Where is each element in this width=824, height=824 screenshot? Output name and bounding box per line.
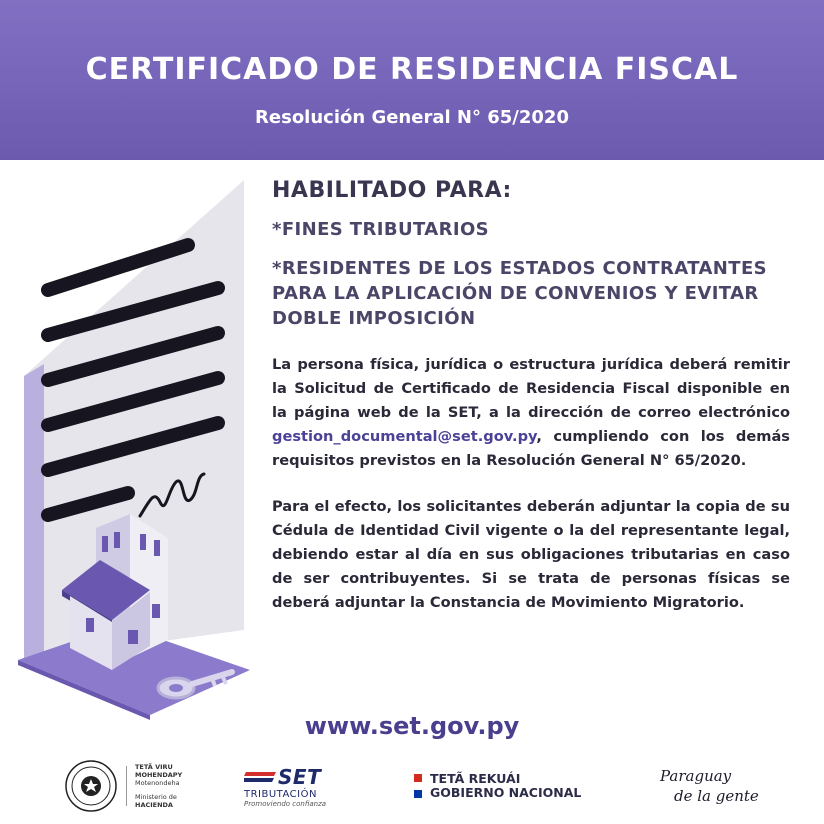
set-logo — [244, 756, 326, 816]
paragraph-solicitud — [272, 353, 790, 473]
paraguay-flag-icon — [414, 774, 422, 798]
email-link[interactable]: gestion_documental@set.gov.py — [272, 428, 537, 445]
item-residentes: *RESIDENTES DE LOS ESTADOS CONTRATANTES PARA LA APLICACIÓN DE CONVENIOS Y EVITAR DOBLE IMPOSICIÓN — [272, 258, 768, 329]
paragraph-requisitos: Para el efecto, los solicitantes deberán adjuntar la copia de su Cédula de Identidad Civil vigente o la del representante legal, debiendo estar al día en sus obligaciones tributarias en caso de ser contribuyentes. Si se trata de personas físicas se deberá adjuntar la Constancia de Movimiento Migratorio. — [272, 498, 790, 611]
ministry-line3: Motenondeha — [135, 779, 180, 787]
content-heading: HABILITADO PARA: — [272, 178, 512, 203]
header-banner — [0, 0, 824, 160]
item-fines-tributarios: *FINES TRIBUTARIOS — [272, 219, 490, 240]
ministry-line1: TETÃ VIRU — [135, 763, 173, 771]
ministry-line2: MOHENDAPY — [135, 771, 183, 779]
set-tagline: Promoviendo confianza — [244, 799, 327, 808]
set-logo-icon — [244, 769, 278, 785]
paragraph-text: La persona física, jurídica o estructura jurídica deberá remitir la Solicitud de Certificado de Residencia Fiscal disponible en la página web de la SET, a la dirección de correo electrónico — [272, 356, 790, 421]
website-link[interactable]: www.set.gov.py — [304, 712, 520, 740]
republic-seal-icon — [64, 759, 118, 813]
footer — [0, 748, 824, 824]
paragraph-text: , cumpliendo con los demás requisitos previstos en la Resolución General N° 65/2020. — [272, 428, 790, 469]
brand-line2: de la gente — [674, 787, 759, 805]
gobierno-line2: GOBIERNO NACIONAL — [430, 785, 582, 800]
gobierno-logo — [414, 756, 581, 816]
page-title: CERTIFICADO DE RESIDENCIA FISCAL — [85, 52, 739, 87]
ministry-line4: Ministerio de — [135, 793, 177, 801]
document-illustration-icon — [0, 160, 270, 720]
set-name: TRIBUTACIÓN — [244, 788, 317, 800]
brand-line1: Paraguay — [660, 767, 732, 785]
ministry-logo — [64, 756, 182, 816]
gobierno-line1: TETÃ REKUÁI — [430, 771, 521, 786]
page-subtitle: Resolución General N° 65/2020 — [255, 107, 569, 128]
set-logo-text: SET — [278, 764, 322, 789]
main-content — [272, 178, 790, 615]
paraguay-brand — [660, 756, 759, 816]
ministry-line5: HACIENDA — [135, 801, 173, 809]
